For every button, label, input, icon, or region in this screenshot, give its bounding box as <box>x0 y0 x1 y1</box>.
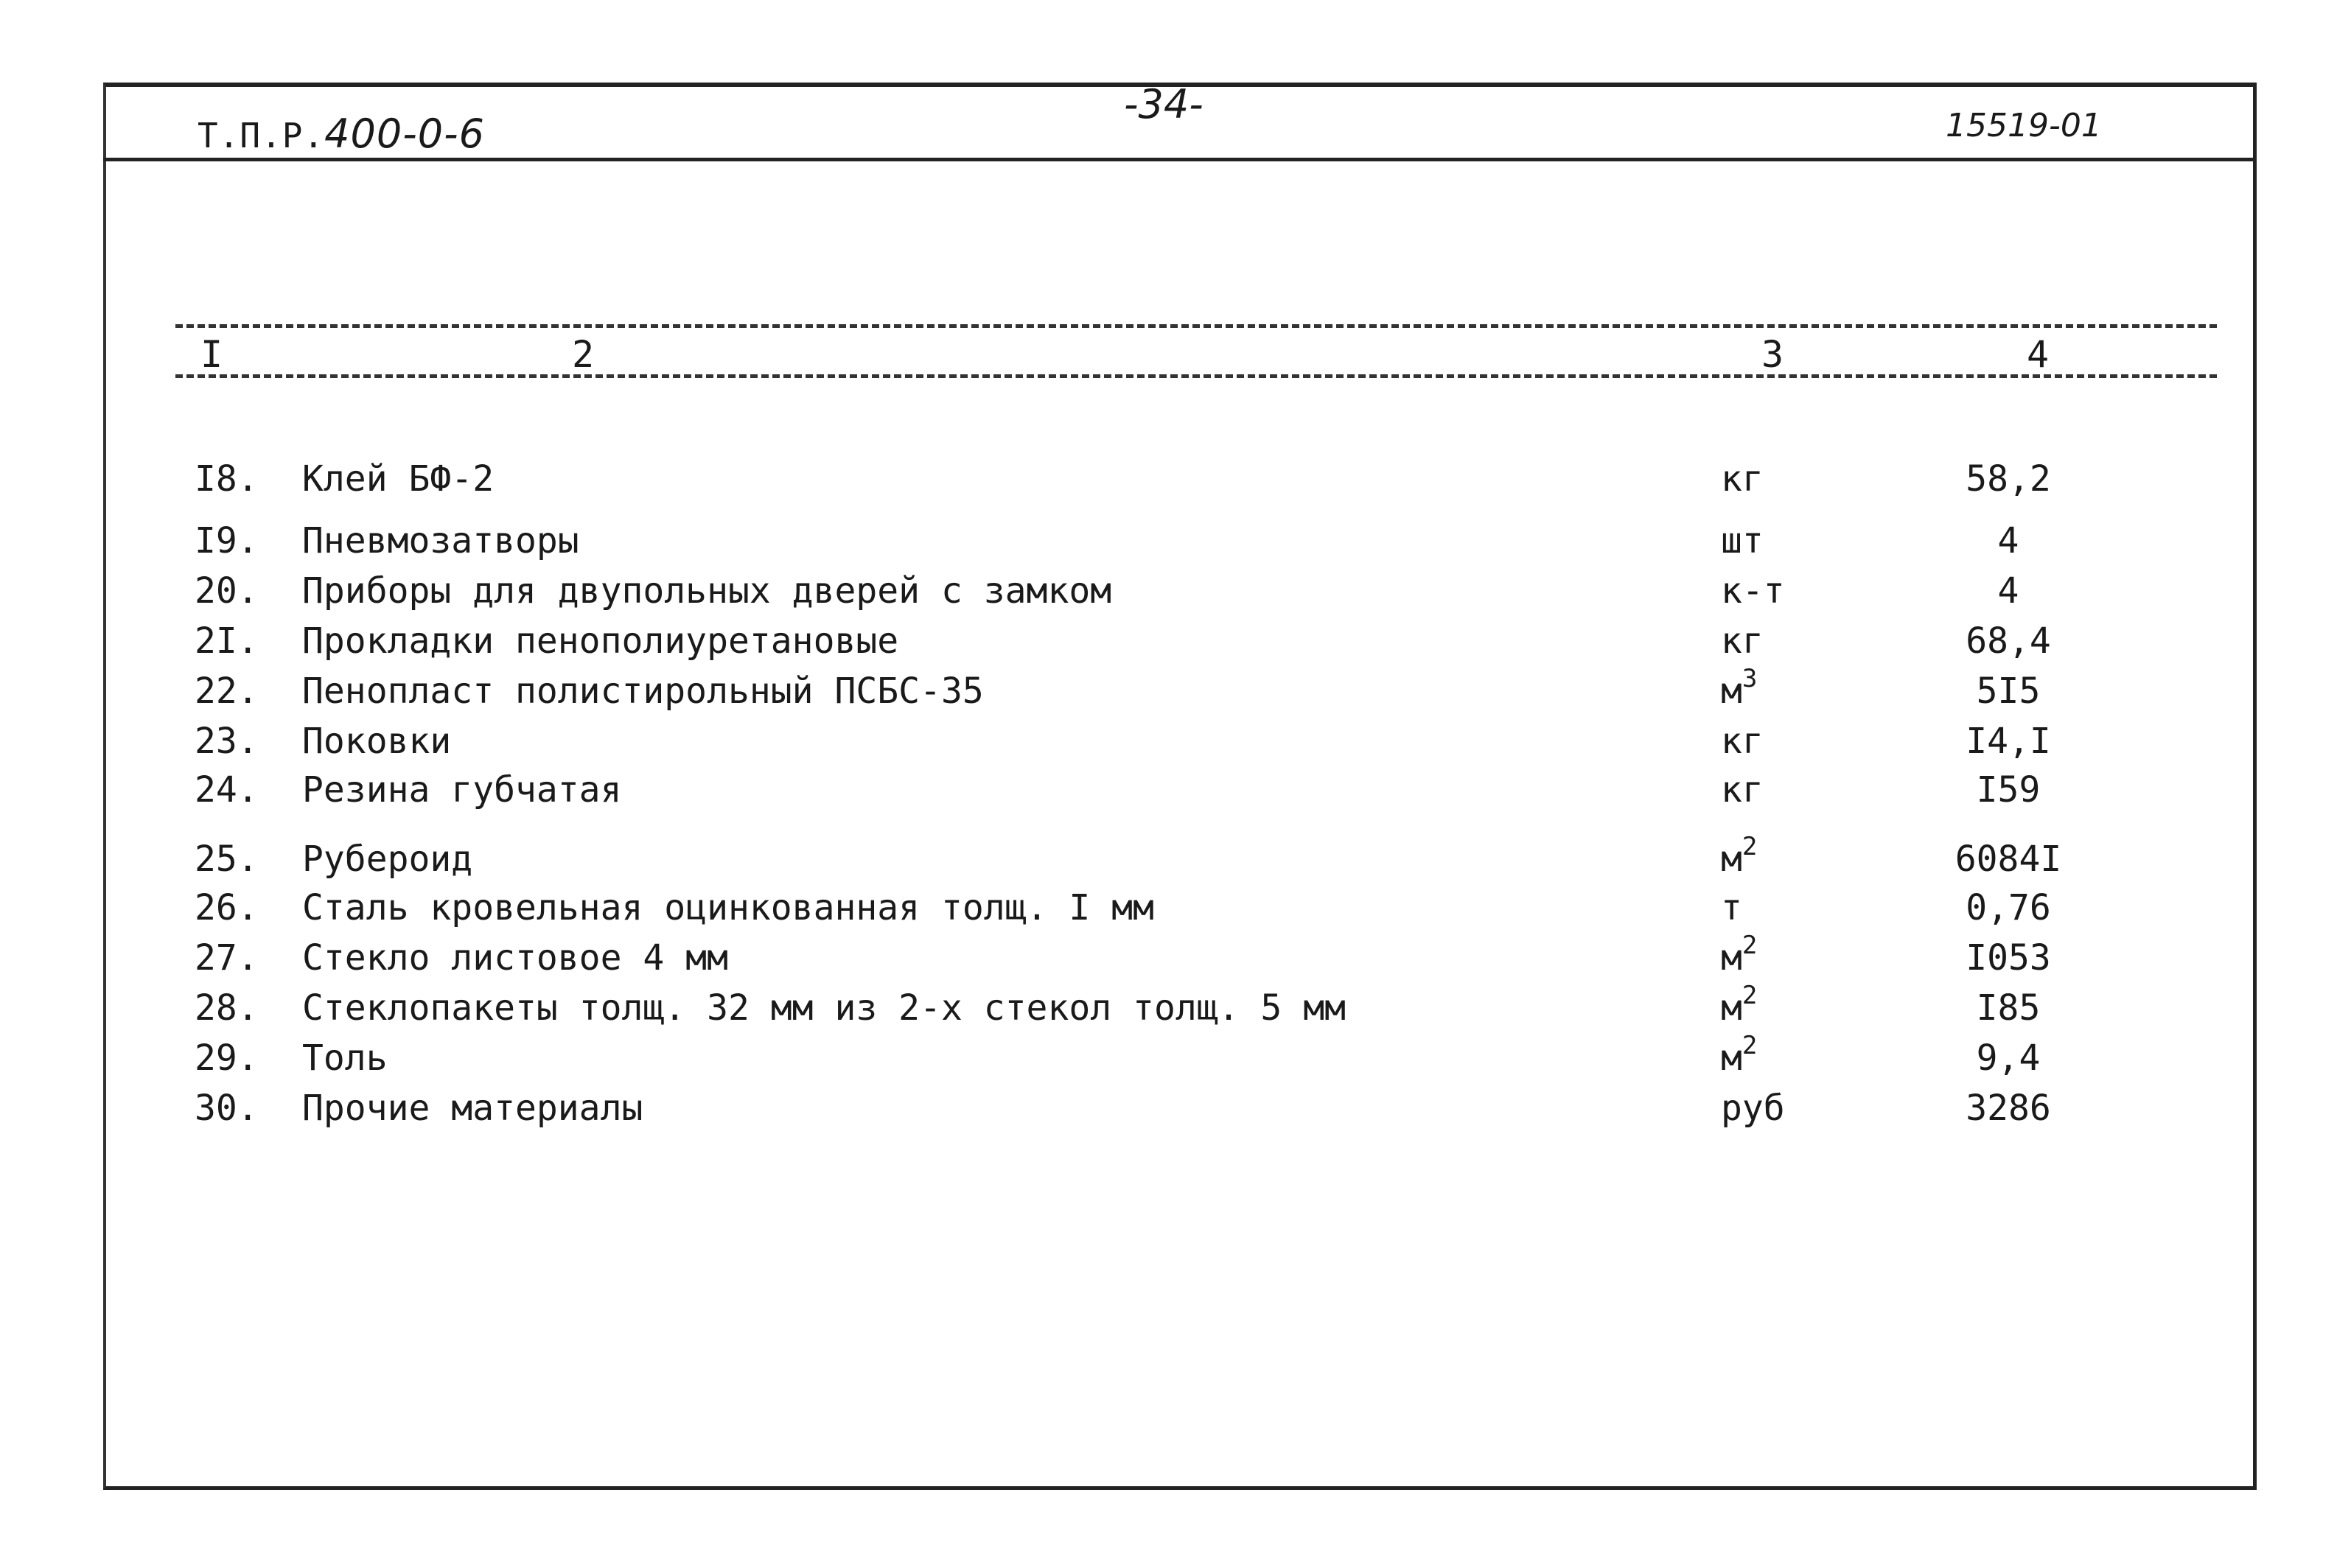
row-material-name: Сталь кровельная оцинкованная толщ. I мм <box>302 887 1154 928</box>
row-unit <box>1721 1031 1758 1079</box>
column-number-4: 4 <box>2027 333 2050 376</box>
row-unit <box>1721 721 1764 762</box>
row-material-name: Резина губчатая <box>302 769 622 811</box>
column-number-2: 2 <box>572 333 595 376</box>
table-row <box>0 832 2351 883</box>
table-row <box>0 931 2351 981</box>
row-unit-text: м <box>1721 987 1742 1029</box>
row-unit <box>1721 931 1758 979</box>
row-unit-text: кг <box>1721 620 1764 662</box>
row-material-name: Прокладки пенополиуретановые <box>302 620 899 662</box>
row-unit-exponent: 2 <box>1742 981 1758 1010</box>
document-number: 15519-01 <box>1946 107 2102 144</box>
row-quantity: 9,4 <box>1976 1037 2041 1079</box>
row-number: 27. <box>195 937 259 979</box>
row-unit <box>1721 520 1764 561</box>
row-quantity: I053 <box>1966 937 2051 979</box>
row-material-name: Приборы для двупольных дверей с замком <box>302 570 1112 612</box>
row-quantity: 4 <box>1997 570 2019 612</box>
row-number: 29. <box>195 1037 259 1079</box>
row-quantity: I4,I <box>1966 721 2051 762</box>
table-row <box>0 981 2351 1032</box>
row-number: 22. <box>195 671 259 712</box>
row-number: 26. <box>195 887 259 928</box>
row-quantity: 68,4 <box>1966 620 2051 662</box>
row-material-name: Толь <box>302 1037 388 1079</box>
row-number: 25. <box>195 839 259 880</box>
row-unit <box>1721 664 1758 712</box>
row-unit <box>1721 620 1764 662</box>
row-unit <box>1721 570 1785 612</box>
table-header-bottom-dashes <box>175 374 2217 378</box>
row-number: 20. <box>195 570 259 612</box>
row-quantity: 6084I <box>1954 839 2062 880</box>
table-row <box>0 520 2351 564</box>
row-unit-text: м <box>1721 937 1742 979</box>
row-material-name: Пневмозатворы <box>302 520 579 561</box>
document-code-prefix: Т.П.Р. <box>198 116 325 155</box>
row-unit-exponent: 3 <box>1742 664 1758 693</box>
table-row <box>0 458 2351 503</box>
table-row <box>0 664 2351 715</box>
row-unit-text: к-т <box>1721 570 1785 612</box>
row-unit-exponent: 2 <box>1742 1031 1758 1060</box>
row-quantity: 58,2 <box>1966 458 2051 500</box>
row-number: I9. <box>195 520 259 561</box>
row-unit <box>1721 458 1764 500</box>
document-code <box>198 111 485 157</box>
row-number: 28. <box>195 987 259 1029</box>
row-quantity: 4 <box>1997 520 2019 561</box>
row-material-name: Стеклопакеты толщ. 32 мм из 2-х стекол толщ. 5 мм <box>302 987 1346 1029</box>
row-unit <box>1721 832 1758 880</box>
column-number-3: 3 <box>1761 333 1784 376</box>
row-material-name: Рубероид <box>302 839 473 880</box>
row-unit <box>1721 769 1764 811</box>
row-quantity: 0,76 <box>1966 887 2051 928</box>
row-unit-text: кг <box>1721 458 1764 500</box>
row-material-name: Клей БФ-2 <box>302 458 495 500</box>
row-material-name: Стекло листовое 4 мм <box>302 937 728 979</box>
row-quantity: I59 <box>1976 769 2041 811</box>
row-unit-text: кг <box>1721 721 1764 762</box>
row-quantity: 5I5 <box>1976 671 2041 712</box>
row-unit-text: руб <box>1721 1088 1785 1129</box>
row-number: 2I. <box>195 620 259 662</box>
row-unit-text: м <box>1721 1037 1742 1079</box>
row-material-name: Прочие материалы <box>302 1088 643 1129</box>
row-number: I8. <box>195 458 259 500</box>
header-divider <box>103 158 2257 161</box>
table-row <box>0 769 2351 813</box>
row-quantity: I85 <box>1976 987 2041 1029</box>
row-unit-exponent: 2 <box>1742 931 1758 960</box>
row-number: 23. <box>195 721 259 762</box>
table-row <box>0 1031 2351 1082</box>
page-number: -34- <box>1124 81 1204 127</box>
row-unit <box>1721 981 1758 1029</box>
row-unit-text: шт <box>1721 520 1764 561</box>
document-code-number: 400-0-6 <box>324 111 485 157</box>
row-unit-text: кг <box>1721 769 1764 811</box>
row-unit-text: м <box>1721 839 1742 880</box>
row-material-name: Пенопласт полистирольный ПСБС-35 <box>302 671 984 712</box>
row-number: 24. <box>195 769 259 811</box>
row-unit <box>1721 1088 1785 1129</box>
row-unit <box>1721 887 1742 928</box>
row-unit-text: м <box>1721 671 1742 712</box>
column-number-1: I <box>200 333 223 376</box>
table-row <box>0 887 2351 931</box>
row-material-name: Поковки <box>302 721 452 762</box>
table-header-top-dashes <box>175 324 2217 328</box>
table-row <box>0 1088 2351 1132</box>
table-row <box>0 570 2351 615</box>
table-row <box>0 620 2351 665</box>
table-row <box>0 721 2351 765</box>
row-quantity: 3286 <box>1966 1088 2051 1129</box>
row-unit-exponent: 2 <box>1742 832 1758 861</box>
row-number: 30. <box>195 1088 259 1129</box>
row-unit-text: т <box>1721 887 1742 928</box>
